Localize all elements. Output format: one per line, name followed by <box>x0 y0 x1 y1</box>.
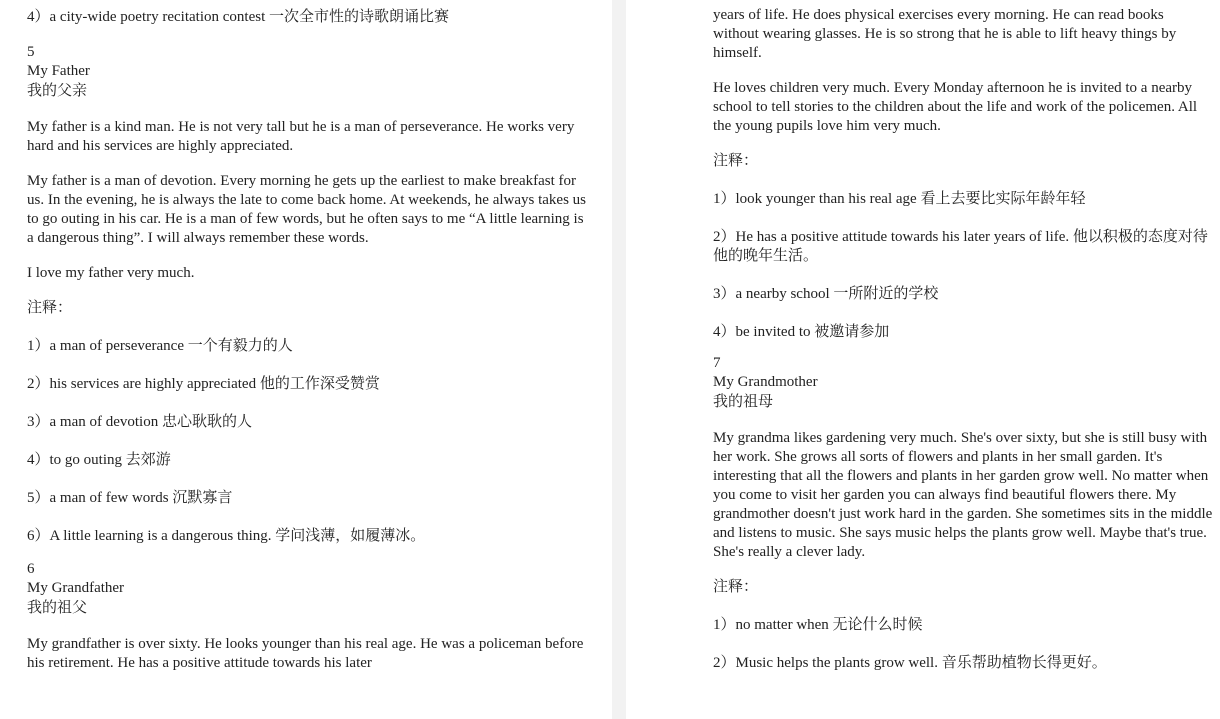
note-item: 2）Music helps the plants grow well. 音乐帮助植物长得更好。 <box>713 655 1107 671</box>
section-title-en: My Grandmother <box>713 374 818 390</box>
page-gutter <box>612 0 626 719</box>
section-title-en: My Father <box>27 63 90 79</box>
note-item: 3）a man of devotion 忠心耿耿的人 <box>27 414 252 430</box>
section-number: 6 <box>27 561 35 577</box>
notes-title: 注释： <box>27 300 73 316</box>
section-title-en: My Grandfather <box>27 580 125 596</box>
section-title-zh: 我的祖父 <box>27 600 88 616</box>
paragraph: My father is a man of devotion. Every morning he gets up the earliest to make breakfast for us. In the evening, he is always the late to come back home. At weekends, he always takes us to go outing in his car. He is a man of few words, but he often says to me “A little learning is a dangerous thing”. I will always remember these words. <box>27 173 587 246</box>
note-item: 2）his services are highly appreciated 他的工作深受赞赏 <box>27 376 380 392</box>
section-number: 5 <box>27 44 35 60</box>
note-item: 4）be invited to 被邀请参加 <box>713 324 890 340</box>
note-item: 5）a man of few words 沉默寡言 <box>27 490 233 506</box>
section-title-zh: 我的祖母 <box>713 394 774 410</box>
note-item: 2）He has a positive attitude towards his later years of life. 他以积极的态度对待他的晚年生活。 <box>713 229 1208 264</box>
section-number: 7 <box>713 355 721 371</box>
note-item: 3）a nearby school 一所附近的学校 <box>713 286 939 302</box>
right-column <box>713 6 1213 692</box>
paragraph: I love my father very much. <box>27 265 195 281</box>
notes-title: 注释： <box>713 153 759 169</box>
section-title-zh: 我的父亲 <box>27 83 88 99</box>
paragraph: My grandma likes gardening very much. She's over sixty, but she is still busy with her work. She grows all sorts of flowers and plants in her small garden. It's interesting that all the flowers and plants in her garden grow well. No matter when you come to visit her garden you can always find beautiful flowers there. My grandmother doesn't just work hard in the garden. She sometimes sits in the middle and listens to music. She says music helps the plants grow well. Maybe that's true. She's really a clever lady. <box>713 430 1213 560</box>
document-page-right <box>626 0 1220 719</box>
paragraph: My father is a kind man. He is not very tall but he is a man of perseverance. He works very hard and his services are highly appreciated. <box>27 119 575 154</box>
paragraph: years of life. He does physical exercises every morning. He can read books without wearing glasses. He is so strong that he is able to lift heavy things by himself. <box>713 7 1177 61</box>
note-item: 1）a man of perseverance 一个有毅力的人 <box>27 338 293 354</box>
note-item: 1）look younger than his real age 看上去要比实际年龄年轻 <box>713 191 1086 207</box>
note-item: 1）no matter when 无论什么时候 <box>713 617 923 633</box>
note-item: 4）to go outing 去郊游 <box>27 452 171 468</box>
note-item: 6）A little learning is a dangerous thing. 学问浅薄，如履薄冰。 <box>27 528 426 544</box>
notes-title: 注释： <box>713 579 759 595</box>
paragraph: My grandfather is over sixty. He looks younger than his real age. He was a policeman before his retirement. He has a positive attitude towards his later <box>27 636 584 671</box>
left-column <box>27 0 587 689</box>
note-item: 4）a city-wide poetry recitation contest 一次全市性的诗歌朗诵比赛 <box>27 9 450 25</box>
paragraph: He loves children very much. Every Monday afternoon he is invited to a nearby school to tell stories to the children about the life and work of the policemen. All the young pupils love him very much. <box>713 80 1198 134</box>
